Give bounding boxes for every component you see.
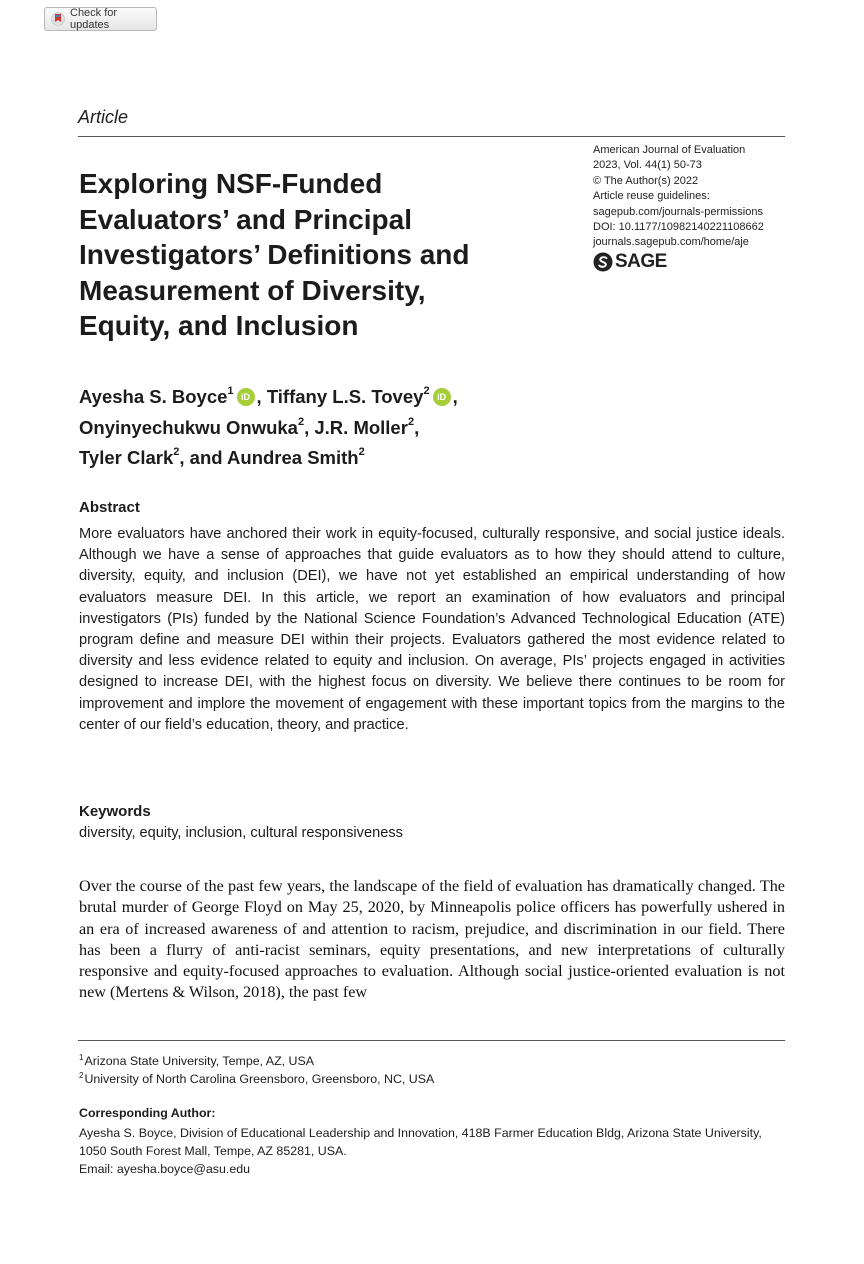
keywords-heading: Keywords: [79, 803, 151, 820]
title-line: Investigators’ Definitions and: [79, 239, 470, 270]
abstract-text: More evaluators have anchored their work in equity-focused, culturally responsive, and social justice ideals. Although we have a sense of approaches that guide evaluators as to how they should attend to culture, diversity, equity, and inclusion (DEI), we have not yet established an empirical understanding of how evaluators measure DEI. In this article, we report an examination of how evaluators and principal investigators (PIs) funded by the National Science Foundation’s Advanced Technological Education (ATE) program define and measure DEI within their projects. Evaluators gathered the most evidence related to diversity and less evidence related to equity and inclusion. On average, PIs’ projects engaged in activities designed to increase DEI, with the highest focus on diversity. We believe there continues to be room for improvement and implore the movement of engagement with these important topics from the margins to the center of our field’s education, theory, and practice.: [79, 526, 785, 733]
body-paragraph: Over the course of the past few years, the landscape of the field of evaluation has dramatically changed. The brutal murder of George Floyd on May 25, 2020, by Minneapolis police officers has powerfully ushered in an era of increased awareness of and attention to racism, prejudice, and discrimination in our field. There has been a flurry of anti-racist seminars, equity presentations, and new interpretations of culturally responsive and equity-focused approaches to evaluation. Although social justice-oriented evaluation is not new (Mertens & Wilson, 2018), the past few: [79, 877, 785, 1002]
reuse-guidelines: Article reuse guidelines:: [593, 190, 710, 203]
corresponding-author-details: [79, 1124, 789, 1178]
affiliation-1: [79, 1053, 314, 1068]
affiliation-marker: 2: [407, 415, 415, 428]
author-name: Aundrea Smith: [227, 447, 359, 469]
affiliation-marker: 2: [173, 446, 180, 459]
title-line: Measurement of Diversity,: [79, 274, 426, 306]
footnote-divider: [78, 1040, 785, 1041]
copyright: © The Author(s) 2022: [593, 174, 699, 187]
author-separator: ,: [256, 386, 262, 408]
article-type-label: Article: [78, 107, 129, 127]
header-divider: [78, 136, 785, 137]
author-name: Ayesha S. Boyce: [79, 386, 228, 408]
check-for-updates-label: Check for updates: [70, 7, 118, 31]
affiliation-2: [79, 1071, 434, 1086]
corresponding-author-heading: Corresponding Author:: [79, 1106, 216, 1120]
title-line: Evaluators’ and Principal: [79, 203, 413, 235]
sage-logo-text: SAGE: [615, 251, 667, 272]
journal-info: [593, 143, 788, 251]
author-name: Onyinyechukwu Onwuka: [79, 416, 298, 438]
journal-home-link[interactable]: journals.sagepub.com/home/aje: [593, 236, 749, 249]
check-for-updates-button[interactable]: [44, 7, 157, 31]
crossmark-icon: [51, 12, 65, 26]
affiliation-marker: 2: [358, 446, 365, 459]
author-name: Tyler Clark: [79, 447, 174, 469]
corresponding-email[interactable]: Email: ayesha.boyce@asu.edu: [79, 1162, 251, 1176]
paper-title: [79, 166, 559, 344]
keywords-text: diversity, equity, inclusion, cultural responsiveness: [79, 825, 403, 841]
author-separator: ,: [414, 416, 420, 438]
doi[interactable]: DOI: 10.1177/10982140221108662: [593, 221, 764, 234]
author-name: J.R. Moller: [314, 416, 408, 438]
journal-volume: 2023, Vol. 44(1) 50-73: [593, 159, 702, 172]
author-separator: ,: [452, 386, 458, 408]
affiliation-marker: 2: [423, 385, 430, 397]
affiliation-text: University of North Carolina Greensboro, Greensboro, NC, USA: [84, 1072, 435, 1087]
author-separator: ,: [304, 416, 310, 438]
affiliation-marker: 1: [227, 385, 234, 397]
orcid-icon[interactable]: iD: [237, 388, 255, 406]
affiliation-marker: 2: [297, 415, 305, 428]
affiliation-text: Arizona State University, Tempe, AZ, USA: [84, 1054, 314, 1069]
author-name: Tiffany L.S. Tovey: [266, 386, 424, 408]
title-line: Equity, and Inclusion: [79, 310, 359, 341]
title-line: Exploring NSF-Funded: [79, 168, 383, 199]
sage-logo-icon: [593, 252, 613, 272]
abstract-heading: Abstract: [79, 499, 140, 516]
journal-name: American Journal of Evaluation: [593, 144, 746, 156]
orcid-icon[interactable]: iD: [433, 388, 451, 406]
author-list: [79, 380, 639, 472]
sage-logo: [593, 251, 667, 273]
affiliation-number: 2: [79, 1071, 84, 1080]
author-separator: , and: [179, 447, 223, 469]
affiliation-number: 1: [79, 1053, 84, 1062]
corresponding-address: Ayesha S. Boyce, Division of Educational Leadership and Innovation, 418B Farmer Education Bldg, Arizona State University, 1050 South Forest Mall, Tempe, AZ 85281, USA.: [79, 1126, 762, 1158]
permissions-link[interactable]: sagepub.com/journals-permissions: [593, 205, 763, 218]
